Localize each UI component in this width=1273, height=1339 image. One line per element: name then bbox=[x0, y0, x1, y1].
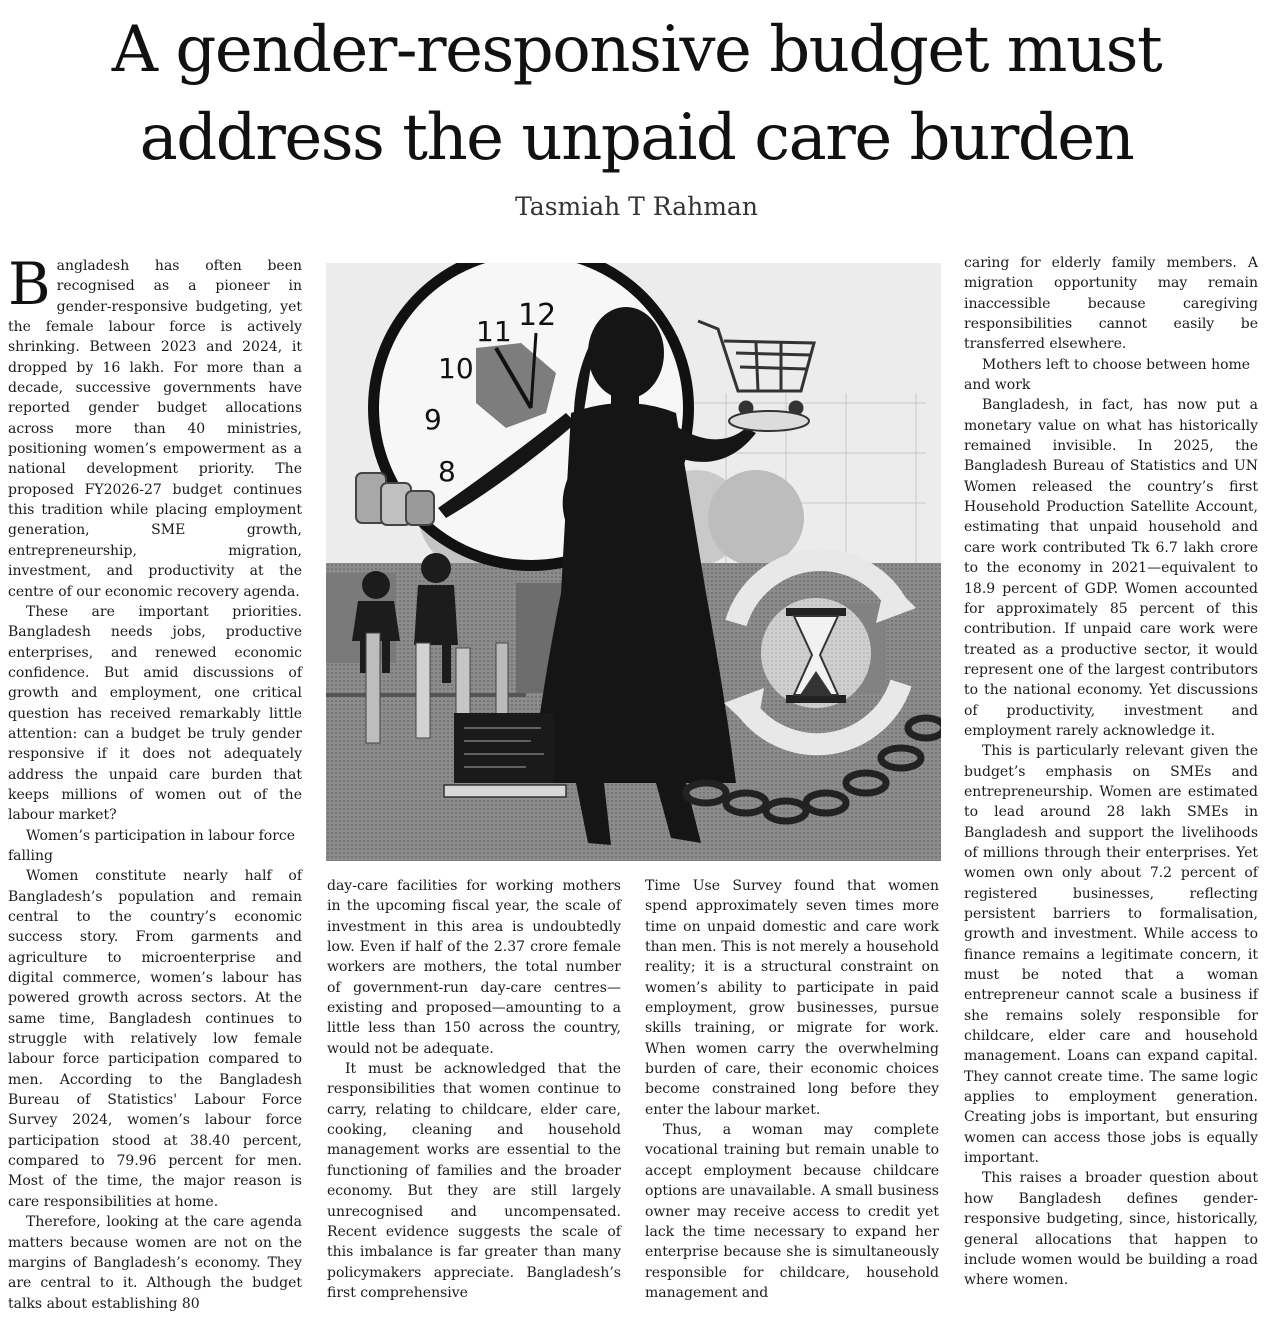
headline-line-1: A gender-responsive budget must bbox=[111, 13, 1162, 87]
column-3 bbox=[645, 876, 939, 1336]
paragraph-7: Time Use Survey found that women spend approximately seven times more time on unpaid domestic and care work than men. This is not merely a household reality; it is a structural constraint on women’s ability to participate in paid employment, grow businesses, pursue skills training, or migrate for work. When women carry the overwhelming burden of care, their economic choices become constrained long before they enter the labour market. bbox=[645, 878, 939, 1118]
column-4 bbox=[964, 253, 1258, 1336]
paragraph-4: Therefore, looking at the care agenda matters because women are not on the margins of Bangladesh’s economy. They are central to it. Although the budget talks about establishing 80 bbox=[8, 1214, 302, 1312]
paragraph-6: It must be acknowledged that the responsibilities that women continue to carry, relating to childcare, elder care, cooking, cleaning and household management works are essential to the functioning of families and the broader economy. But they are still largely unrecognised and uncompensated. Recent evidence suggests the scale of this imbalance is far greater than many policymakers appreciate. Bangladesh’s first comprehensive bbox=[327, 1061, 621, 1301]
paragraph-1-text: angladesh has often been recognised as a pioneer in gender-responsive budgeting, yet the female labour force is actively shrinking. Between 2023 and 2024, it dropped by 16 lakh. For more than a decade, successive governments have reported gender budget allocations across more than 40 ministries, positioning women’s empowerment as a national development priority. The proposed FY2026-27 budget continues this tradition while placing employment generation, SME growth, entrepreneurship, migration, investment, and productivity at the centre of our economic recovery agenda. bbox=[8, 258, 302, 600]
byline: Tasmiah T Rahman bbox=[515, 192, 758, 221]
hourglass-icon bbox=[761, 598, 871, 708]
drop-cap: B bbox=[8, 250, 51, 318]
clock-numeral-11: 11 bbox=[476, 315, 512, 348]
subheading-mothers: Mothers left to choose between home and work bbox=[964, 356, 1251, 394]
paragraph-11: This is particularly relevant given the budget’s emphasis on SMEs and entrepreneurship. Women are estimated to lead around 28 lakh SMEs in Bangladesh and support the livelihoods of millions through their enterprises. Yet women own only about 7.2 percent of registered businesses, reflecting persistent barriers to formalisation, growth and investment. While access to finance remains a legitimate concern, it must be noted that a woman entrepreneur cannot scale a business if she remains solely responsible for childcare, elder care and household management. Loans can expand capital. They cannot create time. The same logic applies to employment generation. Creating jobs is important, but ensuring women can access those jobs is equally important. bbox=[964, 743, 1258, 1167]
paragraph-3: Women constitute nearly half of Bangladesh’s population and remain central to the country’s economic success story. From garments and agriculture to microenterprise and digital commerce, women’s labour has powered growth across sectors. At the same time, Bangladesh continues to struggle with relatively low female labour force participation compared to men. According to the Bangladesh Bureau of Statistics' Labour Force Survey 2024, women’s labour force participation stood at 38.40 percent, compared to 79.96 percent for men. Most of the time, the major reason is care responsibilities at home. bbox=[8, 868, 302, 1210]
headline-line-2: address the unpaid care burden bbox=[139, 101, 1134, 175]
illustration bbox=[326, 263, 941, 861]
headline bbox=[0, 6, 1273, 182]
column-1 bbox=[8, 250, 302, 1336]
paragraph-9: caring for elderly family members. A migration opportunity may remain inaccessible because caregiving responsibilities cannot easily be transferred elsewhere. bbox=[964, 255, 1258, 353]
paragraph-1 bbox=[8, 250, 302, 602]
clock-numeral-9: 9 bbox=[424, 403, 442, 436]
subheading-labour-force: Women’s participation in labour force falling bbox=[8, 827, 296, 864]
paragraph-10: Bangladesh, in fact, has now put a monetary value on what has historically remained invisible. In 2025, the Bangladesh Bureau of Statistics and UN Women released the country’s first Household Production Satellite Account, estimating that unpaid household and care work contributed Tk 6.7 lakh crore to the economy in 2021—equivalent to 18.9 percent of GDP. Women accounted for approximately 85 percent of this contribution. If unpaid care work were treated as a productive sector, it would represent one of the largest contributors to the national economy. Yet discussions of productivity, investment and employment rarely acknowledge it. bbox=[964, 397, 1258, 739]
paragraph-8: Thus, a woman may complete vocational training but remain unable to accept employment because childcare options are unavailable. A small business owner may receive access to credit yet lack the time necessary to expand her enterprise because she is simultaneously responsible for childcare, household management and bbox=[645, 1122, 939, 1301]
column-2 bbox=[327, 876, 621, 1336]
paragraph-12: This raises a broader question about how Bangladesh defines gender-responsive budgeting, since, historically, general allocations that happen to include women would be building a road where women. bbox=[964, 1170, 1258, 1289]
paragraph-2: These are important priorities. Bangladesh needs jobs, productive enterprises, and renewed economic confidence. But amid discussions of growth and employment, one critical question has received remarkably little attention: can a budget be truly gender responsive if it does not adequately address the unpaid care burden that keeps millions of women out of the labour market? bbox=[8, 603, 302, 824]
clock-numeral-10: 10 bbox=[438, 352, 474, 385]
clock-numeral-8: 8 bbox=[438, 455, 456, 488]
laptop-icon bbox=[444, 713, 566, 797]
clock-numeral-12: 12 bbox=[518, 298, 557, 333]
paragraph-5: day-care facilities for working mothers in the upcoming fiscal year, the scale of investment in this area is undoubtedly low. Even if half of the 2.37 crore female workers are mothers, the total number of government-run day-care centres—existing and proposed—amounting to a little less than 150 across the country, would not be adequate. bbox=[327, 878, 621, 1057]
